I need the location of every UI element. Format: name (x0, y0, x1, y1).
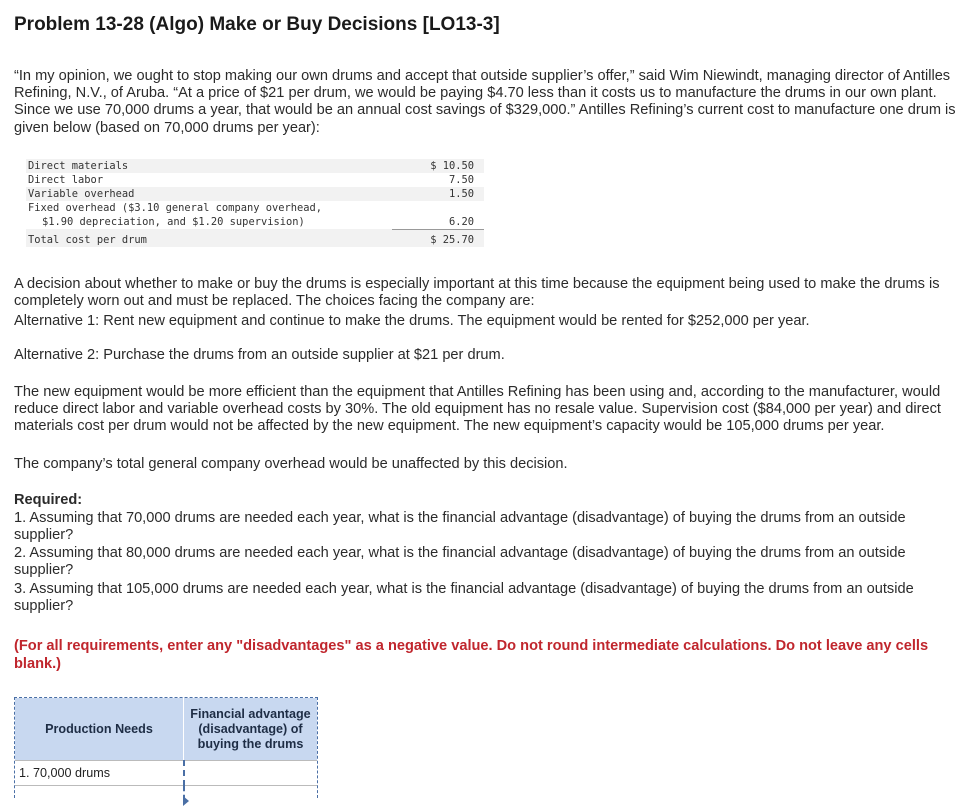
required-item-2: 2. Assuming that 80,000 drums are needed each year, what is the financial advantage (disadvantage) of buying the drums from an outside supplier? (14, 545, 906, 579)
answer-row (15, 761, 317, 786)
problem-title: Problem 13-28 (Algo) Make or Buy Decisions [LO13-3] (14, 14, 500, 35)
cost-label-line1: Fixed overhead ($3.10 general company overhead, (28, 202, 323, 214)
cost-amount: 6.20 (448, 215, 474, 228)
cost-table (26, 159, 484, 247)
answer-header-row (15, 698, 317, 761)
answer-table (15, 698, 317, 800)
required-heading: Required: (14, 492, 83, 508)
decision-paragraph: A decision about whether to make or buy the drums is especially important at this time because the equipment being used to make the drums is completely worn out and must be replaced. The choices facing the company are: (14, 276, 940, 310)
cost-amount: 1.50 (448, 188, 474, 200)
cost-label: Direct materials (28, 160, 129, 172)
required-item-1: 1. Assuming that 70,000 drums are needed each year, what is the financial advantage (disadvantage) of buying the drums from an outside supplier? (14, 510, 906, 544)
overhead-paragraph: The company’s total general company overhead would be unaffected by this decision. (14, 456, 568, 472)
production-needs-header: Production Needs (15, 698, 184, 761)
required-item-3: 3. Assuming that 105,000 drums are needed each year, what is the financial advantage (disadvantage) of buying the drums from an outside supplier? (14, 581, 914, 615)
alternative-1: Alternative 1: Rent new equipment and continue to make the drums. The equipment would be rented for $252,000 per year. (14, 313, 810, 329)
financial-advantage-input[interactable] (184, 761, 318, 786)
cost-label-line2: $1.90 depreciation, and $1.20 supervision) (42, 216, 305, 228)
cost-total-amount: $ 25.70 (392, 229, 484, 247)
cost-total-row (26, 229, 484, 247)
cost-label (26, 201, 392, 229)
cost-row (26, 187, 484, 201)
answer-table-container (14, 697, 318, 798)
cost-amount: 7.50 (448, 174, 474, 186)
answer-row-label: 1. 70,000 drums (15, 761, 184, 786)
cost-row (26, 201, 484, 229)
cost-label: Direct labor (28, 174, 104, 186)
cost-row (26, 173, 484, 187)
input-pointer-icon (183, 796, 189, 806)
cost-amount: $ 10.50 (430, 160, 474, 172)
alternative-2: Alternative 2: Purchase the drums from an outside supplier at $21 per drum. (14, 347, 505, 363)
intro-paragraph: “In my opinion, we ought to stop making our own drums and accept that outside supplier’s offer,” said Wim Niewindt, managing director of Antilles Refining, N.V., of Aruba. “At a price of $21 per drum, we would be paying $4.70 less than it costs us to manufacture the drums in our own plant. Since we use 70,000 drums a year, that would be an annual cost savings of $329,000.” Antilles Refining’s current cost to manufacture one drum is given below (based on 70,000 drums per year): (14, 68, 956, 136)
instructions: (For all requirements, enter any "disadvantages" as a negative value. Do not round intermediate calculations. Do not leave any cells blank.) (14, 638, 929, 672)
cost-row (26, 159, 484, 173)
cost-label: Variable overhead (28, 188, 135, 200)
cost-total-label: Total cost per drum (28, 233, 147, 246)
financial-advantage-header: Financial advantage (disadvantage) of buying the drums (184, 698, 318, 761)
equipment-paragraph: The new equipment would be more efficient than the equipment that Antilles Refining has been using and, according to the manufacturer, would reduce direct labor and variable overhead costs by 30%. The old equipment has no resale value. Supervision cost ($84,000 per year) and direct materials cost per drum would not be affected by the new equipment. The new equipment’s capacity would be 105,000 drums per year. (14, 384, 941, 435)
